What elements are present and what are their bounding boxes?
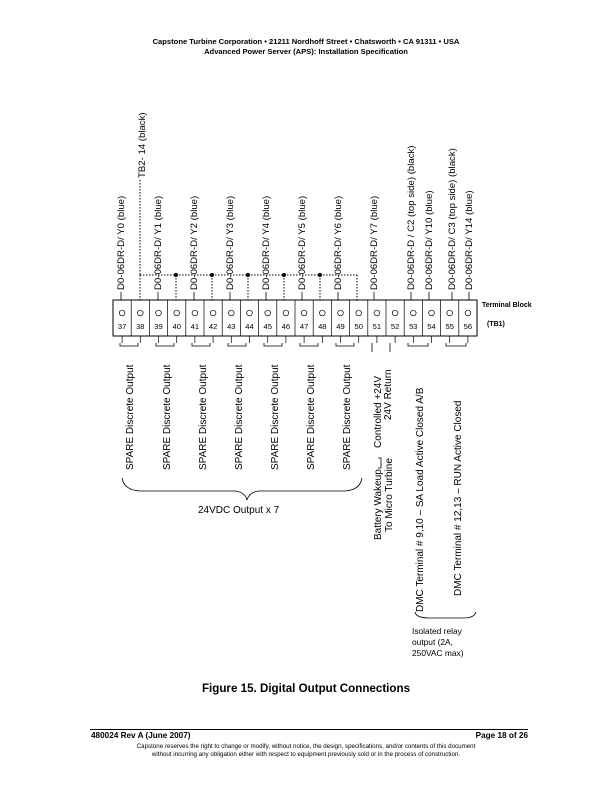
terminal-screw (247, 310, 253, 316)
footer-doc-rev: 480024 Rev A (June 2007) (91, 731, 191, 740)
terminal-number: 49 (336, 322, 345, 331)
terminal-number: 37 (117, 322, 127, 331)
footer-page-number: Page 18 of 26 (475, 731, 528, 740)
terminal-screw (374, 310, 380, 316)
bottom-label-spare-1: SPARE Discrete Output (125, 364, 136, 470)
terminal-number: 38 (136, 322, 145, 331)
terminal-screw (138, 310, 144, 316)
relay-note (412, 626, 464, 658)
top-label-y10: D0-06DR-D/ Y10 (blue) (424, 190, 435, 290)
top-label-y3: D0-06DR-D/ Y3 (blue) (225, 195, 236, 290)
footer-disclaimer-line-2: without incurring any obligation either with respect to equipment previously sold or in the process of construction. (151, 751, 461, 758)
bottom-label-to-micro-turbine: To Micro Turbine (384, 458, 395, 532)
terminal-screw (265, 310, 271, 316)
footer-disclaimer-line-1: Capstone reserves the right to change or modify, without notice, the design, specifications, and/or contents of this document (136, 743, 476, 750)
figure-caption: Figure 15. Digital Output Connections (201, 682, 411, 695)
terminal-screw (156, 310, 162, 316)
top-label-tb2: TB2- 14 (black) (137, 112, 148, 178)
terminal-number: 56 (463, 322, 473, 331)
bottom-label-spare-4: SPARE Discrete Output (234, 364, 245, 470)
bottom-labels (125, 364, 464, 612)
top-label-y14: D0-06DR-D/ Y14 (blue) (464, 190, 475, 290)
relay-note-line-3: 250VAC max) (412, 648, 464, 658)
top-label-y5: D0-06DR-D/ Y5 (blue) (297, 195, 308, 290)
bottom-label-24v-return: 24V Return (383, 369, 394, 420)
terminal-screw (465, 310, 471, 316)
top-wire-labels (116, 112, 475, 290)
terminal-screw (174, 310, 180, 316)
terminal-block (113, 300, 477, 343)
relay-note-line-1: Isolated relay (412, 626, 462, 636)
bottom-label-spare-5: SPARE Discrete Output (270, 364, 281, 470)
terminal-number: 50 (354, 322, 363, 331)
bottom-label-dmc-run: DMC Terminal # 12,13 – RUN Active Closed (453, 400, 464, 596)
terminal-number: 46 (281, 322, 291, 331)
terminal-number: 53 (409, 322, 418, 331)
terminal-number: 40 (172, 322, 181, 331)
top-label-c2: D0-06DR-D / C2 (top side) (black) (406, 145, 417, 290)
terminal-screw (320, 310, 326, 316)
terminal-number: 39 (154, 322, 163, 331)
top-label-y0: D0-06DR-D/ Y0 (blue) (116, 195, 127, 290)
footer-divider (90, 729, 528, 730)
terminal-number: 45 (263, 322, 272, 331)
header-line-2: Advanced Power Server (APS): Installation Specification (204, 47, 408, 56)
bottom-label-spare-3: SPARE Discrete Output (198, 364, 209, 470)
terminal-number: 54 (427, 322, 436, 331)
top-label-y4: D0-06DR-D/ Y4 (blue) (261, 195, 272, 290)
terminal-number: 42 (208, 322, 218, 331)
terminal-screw (210, 310, 216, 316)
terminal-number: 47 (299, 322, 309, 331)
relay-note-line-2: output (2A, (412, 637, 453, 647)
terminal-block-label: Terminal Block (482, 302, 532, 309)
terminal-screw (356, 310, 362, 316)
top-label-y2: D0-06DR-D/ Y2 (blue) (189, 195, 200, 290)
terminal-number: 55 (445, 322, 454, 331)
terminal-number: 43 (227, 322, 236, 331)
terminal-number: 52 (390, 322, 400, 331)
bottom-label-battery-wakeup: Battery Wakeup (373, 469, 384, 540)
bottom-label-spare-6: SPARE Discrete Output (306, 364, 317, 470)
bottom-label-spare-7: SPARE Discrete Output (342, 364, 353, 470)
header-line-1: Capstone Turbine Corporation • 21211 Nordhoff Street • Chatsworth • CA 91311 • USA (152, 37, 460, 46)
terminal-screw (392, 310, 398, 316)
terminal-screw (411, 310, 417, 316)
terminal-number: 44 (245, 322, 254, 331)
terminal-number: 51 (372, 322, 382, 331)
bottom-label-controlled-24v: Controlled +24V (373, 376, 384, 448)
bottom-label-spare-2: SPARE Discrete Output (162, 364, 173, 470)
terminal-screw (447, 310, 453, 316)
terminal-screw (283, 310, 289, 316)
group-label: 24VDC Output x 7 (198, 505, 280, 516)
terminal-screw (229, 310, 235, 316)
bottom-label-dmc-sa-load: DMC Terminal # 9,10 – SA Load Active Closed A/B (415, 387, 426, 612)
top-label-y1: D0-06DR-D/ Y1 (blue) (153, 195, 164, 290)
vertical-wires (121, 292, 469, 300)
terminal-screw (119, 310, 125, 316)
top-label-y7: D0-06DR-D/ Y7 (blue) (369, 195, 380, 290)
terminal-screw (338, 310, 344, 316)
top-label-c3: D0-06DR-D/ C3 (top side) (black) (447, 148, 458, 290)
terminal-screw (301, 310, 307, 316)
terminal-screw (429, 310, 435, 316)
common-dotted-wire (140, 180, 357, 300)
top-label-y6: D0-06DR-D/ Y6 (blue) (333, 195, 344, 290)
terminal-number: 48 (318, 322, 327, 331)
terminal-number: 41 (190, 322, 200, 331)
terminal-screw (192, 310, 198, 316)
terminal-block-id: (TB1) (487, 321, 505, 328)
